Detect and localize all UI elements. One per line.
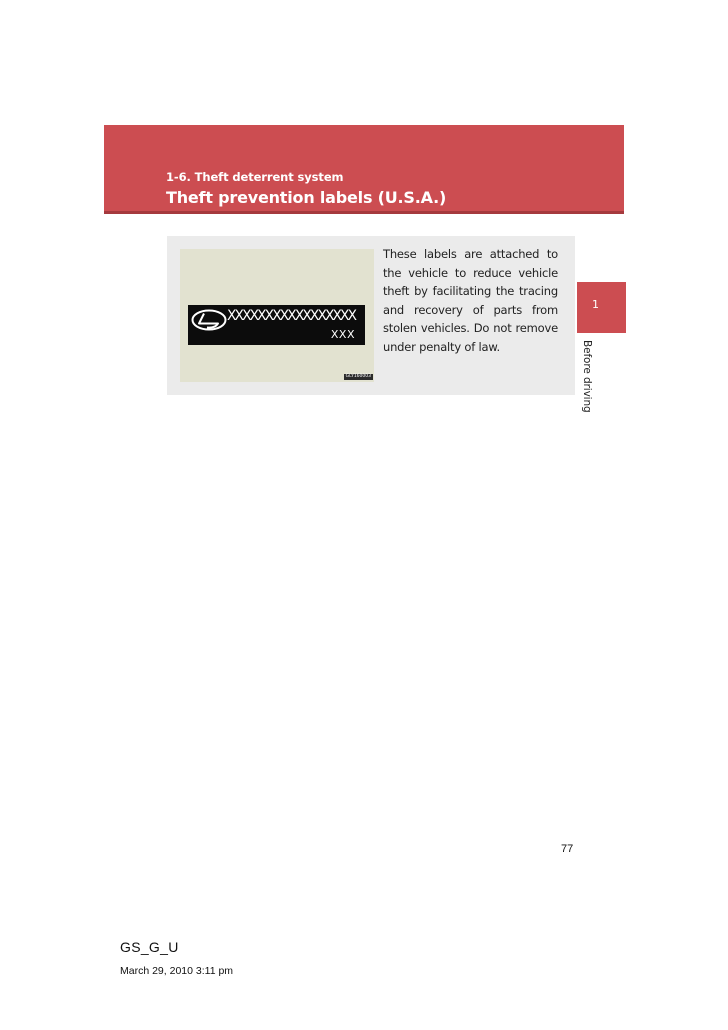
lexus-emblem-icon [191,309,227,331]
chapter-title: Before driving [581,340,593,413]
document-code: GS_G_U [120,939,179,955]
body-paragraph: These labels are attached to the vehicle to reduce vehicle theft by facilitating the tracing and recovery of parts from stolen vehicles. Do not remove under penalty of law. [383,247,558,354]
content-box [167,236,575,395]
page-number: 77 [561,843,574,855]
label-main-text: XXXXXXXXXXXXXXXXX [227,308,356,324]
chapter-number: 1 [592,298,599,311]
print-date: March 29, 2010 3:11 pm [120,965,234,977]
section-header [104,125,624,214]
section-label: 1-6. Theft deterrent system [166,170,344,184]
theft-label-illustration [180,249,374,382]
theft-prevention-label [188,305,365,345]
figure-code: GLY160003 [345,374,371,379]
chapter-tab[interactable] [577,282,626,333]
page-title: Theft prevention labels (U.S.A.) [166,188,447,207]
label-sub-text: XXX [330,328,355,341]
